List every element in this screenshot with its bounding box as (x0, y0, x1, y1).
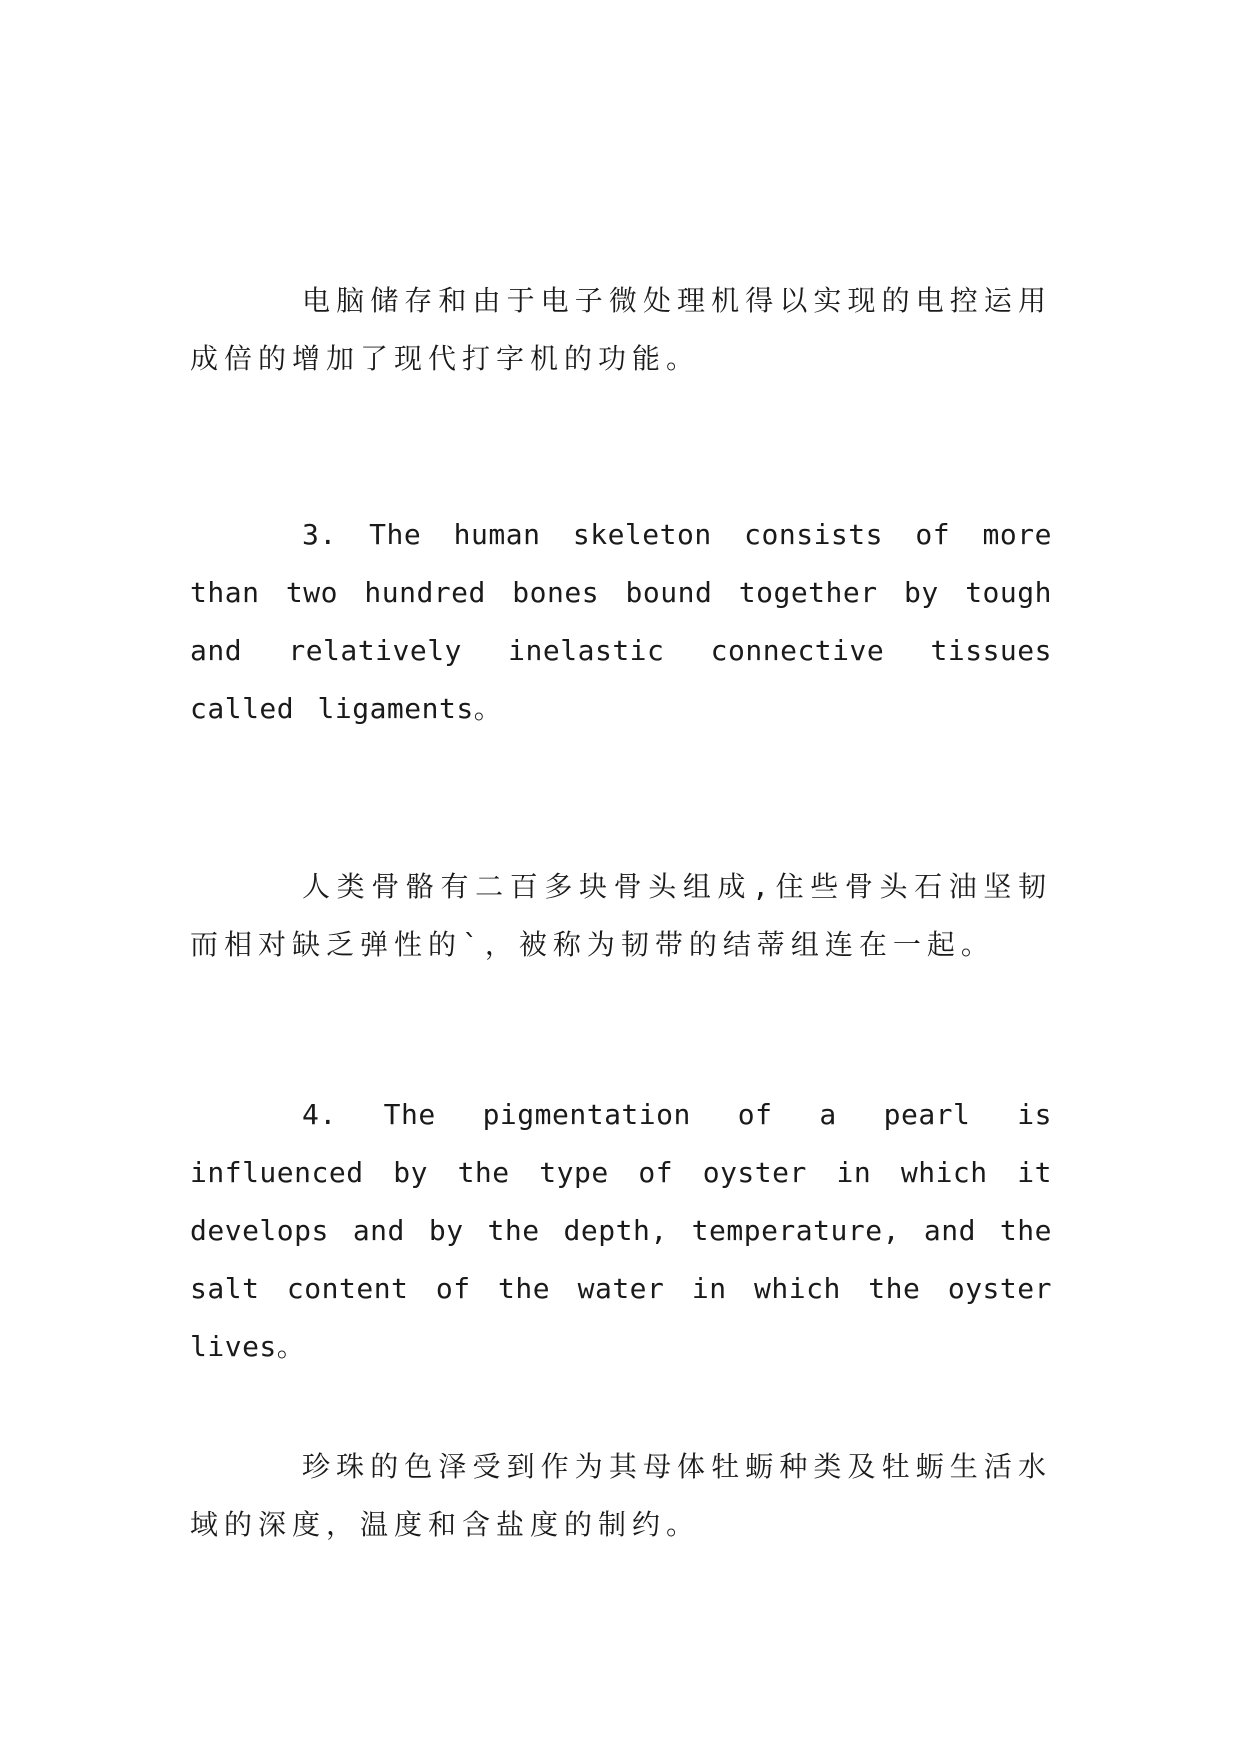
paragraph-chinese-skeleton: 人类骨骼有二百多块骨头组成,住些骨头石油坚韧而相对缺乏弹性的`，被称为韧带的结蒂组连在一起。 (190, 870, 1052, 961)
paragraph-english-pearl: 4. The pigmentation of a pearl is influenced by the type of oyster in which it develops and by the depth, temperature, and the salt content of the water in which the oyster lives。 (190, 1098, 1052, 1363)
paragraph-chinese-typewriter: 电脑储存和由于电子微处理机得以实现的电控运用成倍的增加了现代打字机的功能。 (190, 284, 1052, 375)
paragraph-chinese-pearl: 珍珠的色泽受到作为其母体牡蛎种类及牡蛎生活水域的深度，温度和含盐度的制约。 (190, 1450, 1052, 1541)
paragraph-english-skeleton: 3. The human skeleton consists of more than two hundred bones bound together by tough and relatively inelastic connective tissues called ligaments。 (190, 518, 1052, 725)
